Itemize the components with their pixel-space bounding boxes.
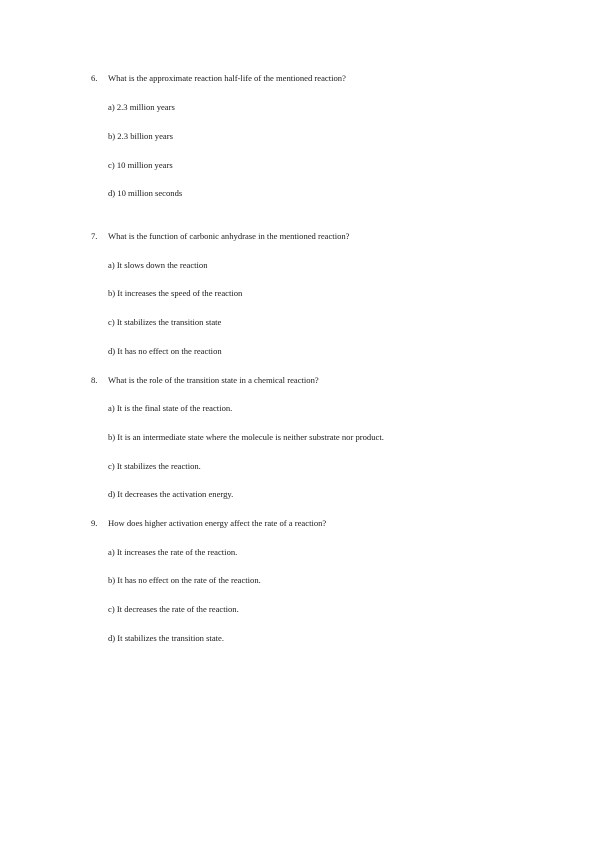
question-8-option-b: b) It is an intermediate state where the molecule is neither substrate nor product.	[108, 432, 384, 442]
question-7	[91, 231, 350, 241]
question-7-option-a: a) It slows down the reaction	[108, 260, 208, 270]
question-6-option-a: a) 2.3 million years	[108, 102, 175, 112]
question-number: 9.	[91, 518, 98, 528]
question-text: What is the function of carbonic anhydrase in the mentioned reaction?	[108, 231, 350, 241]
question-9-option-a: a) It increases the rate of the reaction.	[108, 547, 238, 557]
question-6-option-b: b) 2.3 billion years	[108, 131, 173, 141]
question-8-option-d: d) It decreases the activation energy.	[108, 489, 234, 499]
question-6-option-c: c) 10 million years	[108, 160, 173, 170]
question-8	[91, 375, 319, 385]
question-9-option-c: c) It decreases the rate of the reaction.	[108, 604, 239, 614]
question-text: What is the role of the transition state in a chemical reaction?	[108, 375, 319, 385]
question-number: 6.	[91, 73, 98, 83]
question-6	[91, 73, 346, 83]
question-9-option-b: b) It has no effect on the rate of the reaction.	[108, 575, 261, 585]
question-9-option-d: d) It stabilizes the transition state.	[108, 633, 224, 643]
question-7-option-c: c) It stabilizes the transition state	[108, 317, 222, 327]
question-number: 8.	[91, 375, 98, 385]
question-9	[91, 518, 326, 528]
question-8-option-c: c) It stabilizes the reaction.	[108, 461, 201, 471]
question-7-option-b: b) It increases the speed of the reaction	[108, 288, 243, 298]
question-6-option-d: d) 10 million seconds	[108, 188, 183, 198]
question-7-option-d: d) It has no effect on the reaction	[108, 346, 222, 356]
question-text: How does higher activation energy affect the rate of a reaction?	[108, 518, 327, 528]
question-8-option-a: a) It is the final state of the reaction.	[108, 403, 233, 413]
question-number: 7.	[91, 231, 98, 241]
question-text: What is the approximate reaction half-life of the mentioned reaction?	[108, 73, 346, 83]
